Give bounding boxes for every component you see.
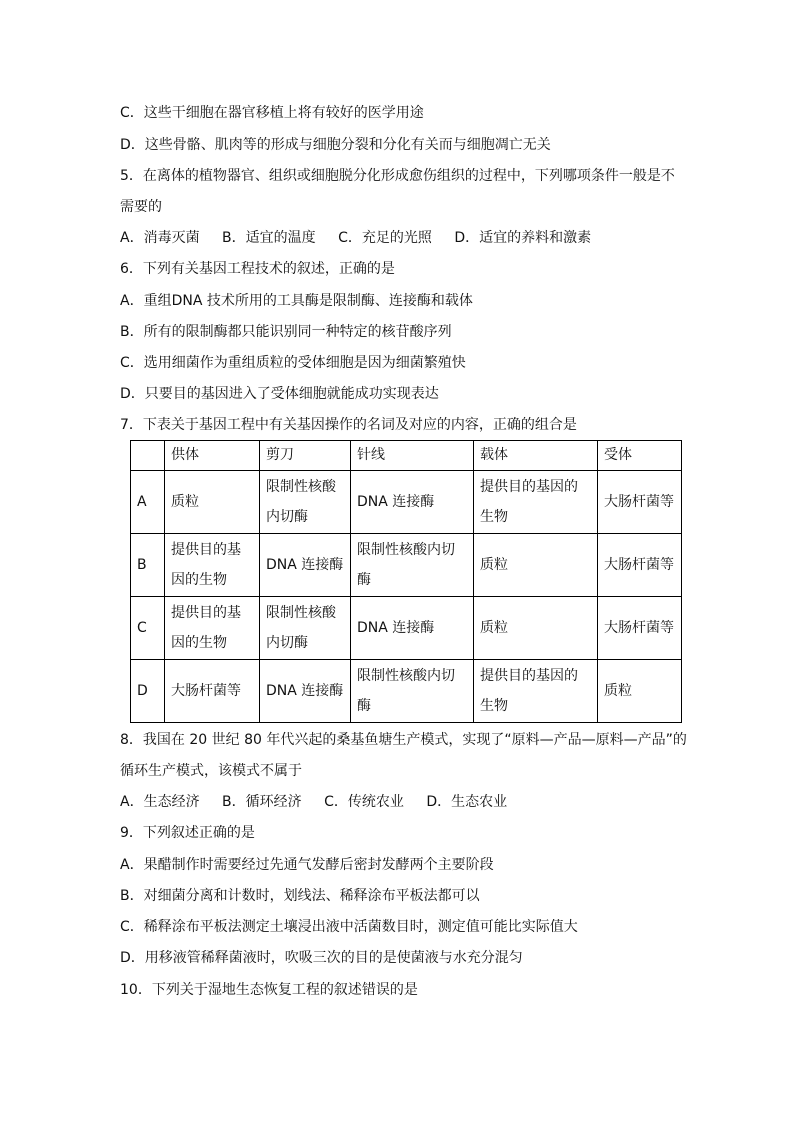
table-row	[131, 597, 682, 660]
table-cell: 质粒	[474, 534, 598, 597]
table-cell: B	[131, 534, 165, 597]
table-cell: 质粒	[598, 660, 682, 723]
q8-option-a: A．生态经济	[120, 794, 200, 810]
q8-option-b: B．循环经济	[222, 794, 302, 810]
q8-option-c: C．传统农业	[324, 794, 404, 810]
q5-option-d: D．适宜的养料和激素	[454, 230, 592, 246]
table-cell: 质粒	[474, 597, 598, 660]
table-cell: DNA 连接酶	[351, 471, 474, 534]
table-cell: 限制性核酸内切酶	[260, 597, 351, 660]
q7-stem: 7．下表关于基因工程中有关基因操作的名词及对应的内容，正确的组合是	[120, 417, 577, 433]
q5-option-b: B．适宜的温度	[222, 230, 316, 246]
table-header-needle: 针线	[351, 441, 474, 471]
q8-stem-line1: 8．我国在 20 世纪 80 年代兴起的桑基鱼塘生产模式，实现了“原料—产品—原料—产品”的	[120, 732, 687, 748]
table-row	[131, 660, 682, 723]
table-cell: C	[131, 597, 165, 660]
table-header-donor: 供体	[165, 441, 260, 471]
q8-stem-line2: 循环生产模式，该模式不属于	[120, 763, 302, 779]
table-cell: 提供目的基因的生物	[165, 534, 260, 597]
q5-option-a: A．消毒灭菌	[120, 230, 200, 246]
table-cell: 大肠杆菌等	[165, 660, 260, 723]
q6-stem: 6．下列有关基因工程技术的叙述，正确的是	[120, 261, 395, 277]
q4-option-c: C．这些干细胞在器官移植上将有较好的医学用途	[120, 105, 424, 121]
q6-option-c: C．选用细菌作为重组质粒的受体细胞是因为细菌繁殖快	[120, 355, 466, 371]
q5-option-c: C．充足的光照	[338, 230, 432, 246]
q9-option-d: D．用移液管稀释菌液时，吹吸三次的目的是使菌液与水充分混匀	[120, 950, 523, 966]
table-cell: DNA 连接酶	[260, 660, 351, 723]
table-cell: 限制性核酸内切酶	[351, 534, 474, 597]
table-header-row	[131, 441, 682, 471]
table-cell: 大肠杆菌等	[598, 471, 682, 534]
q6-option-a: A．重组DNA 技术所用的工具酶是限制酶、连接酶和载体	[120, 293, 473, 309]
q9-option-b: B．对细菌分离和计数时，划线法、稀释涂布平板法都可以	[120, 888, 480, 904]
table-row	[131, 534, 682, 597]
q9-option-a: A．果醋制作时需要经过先通气发酵后密封发酵两个主要阶段	[120, 857, 494, 873]
table-cell: 质粒	[165, 471, 260, 534]
q10-stem: 10．下列关于湿地生态恢复工程的叙述错误的是	[120, 982, 418, 998]
q9-stem: 9．下列叙述正确的是	[120, 825, 255, 841]
q8-options	[120, 791, 680, 813]
q7-table	[130, 440, 682, 723]
table-cell: DNA 连接酶	[260, 534, 351, 597]
table-cell: 提供目的基因的生物	[474, 660, 598, 723]
table-header-vector: 载体	[474, 441, 598, 471]
table-cell: 大肠杆菌等	[598, 597, 682, 660]
q5-stem-line1: 5．在离体的植物器官、组织或细胞脱分化形成愈伤组织的过程中，下列哪项条件一般是不	[120, 168, 675, 184]
q4-option-d: D．这些骨骼、肌肉等的形成与细胞分裂和分化有关而与细胞凋亡无关	[120, 137, 551, 153]
table-cell: DNA 连接酶	[351, 597, 474, 660]
table-row	[131, 471, 682, 534]
table-cell: 提供目的基因的生物	[165, 597, 260, 660]
q6-option-d: D．只要目的基因进入了受体细胞就能成功实现表达	[120, 386, 439, 402]
table-cell: D	[131, 660, 165, 723]
q9-option-c: C．稀释涂布平板法测定土壤浸出液中活菌数目时，测定值可能比实际值大	[120, 919, 578, 935]
q6-option-b: B．所有的限制酶都只能识别同一种特定的核苷酸序列	[120, 324, 452, 340]
table-header-cell	[131, 441, 165, 471]
table-header-scissors: 剪刀	[260, 441, 351, 471]
table-cell: A	[131, 471, 165, 534]
table-cell: 限制性核酸内切酶	[351, 660, 474, 723]
table-cell: 限制性核酸内切酶	[260, 471, 351, 534]
table-cell: 提供目的基因的生物	[474, 471, 598, 534]
table-header-recipient: 受体	[598, 441, 682, 471]
q8-option-d: D．生态农业	[426, 794, 508, 810]
q5-options	[120, 227, 680, 249]
table-cell: 大肠杆菌等	[598, 534, 682, 597]
q5-stem-line2: 需要的	[120, 199, 162, 215]
